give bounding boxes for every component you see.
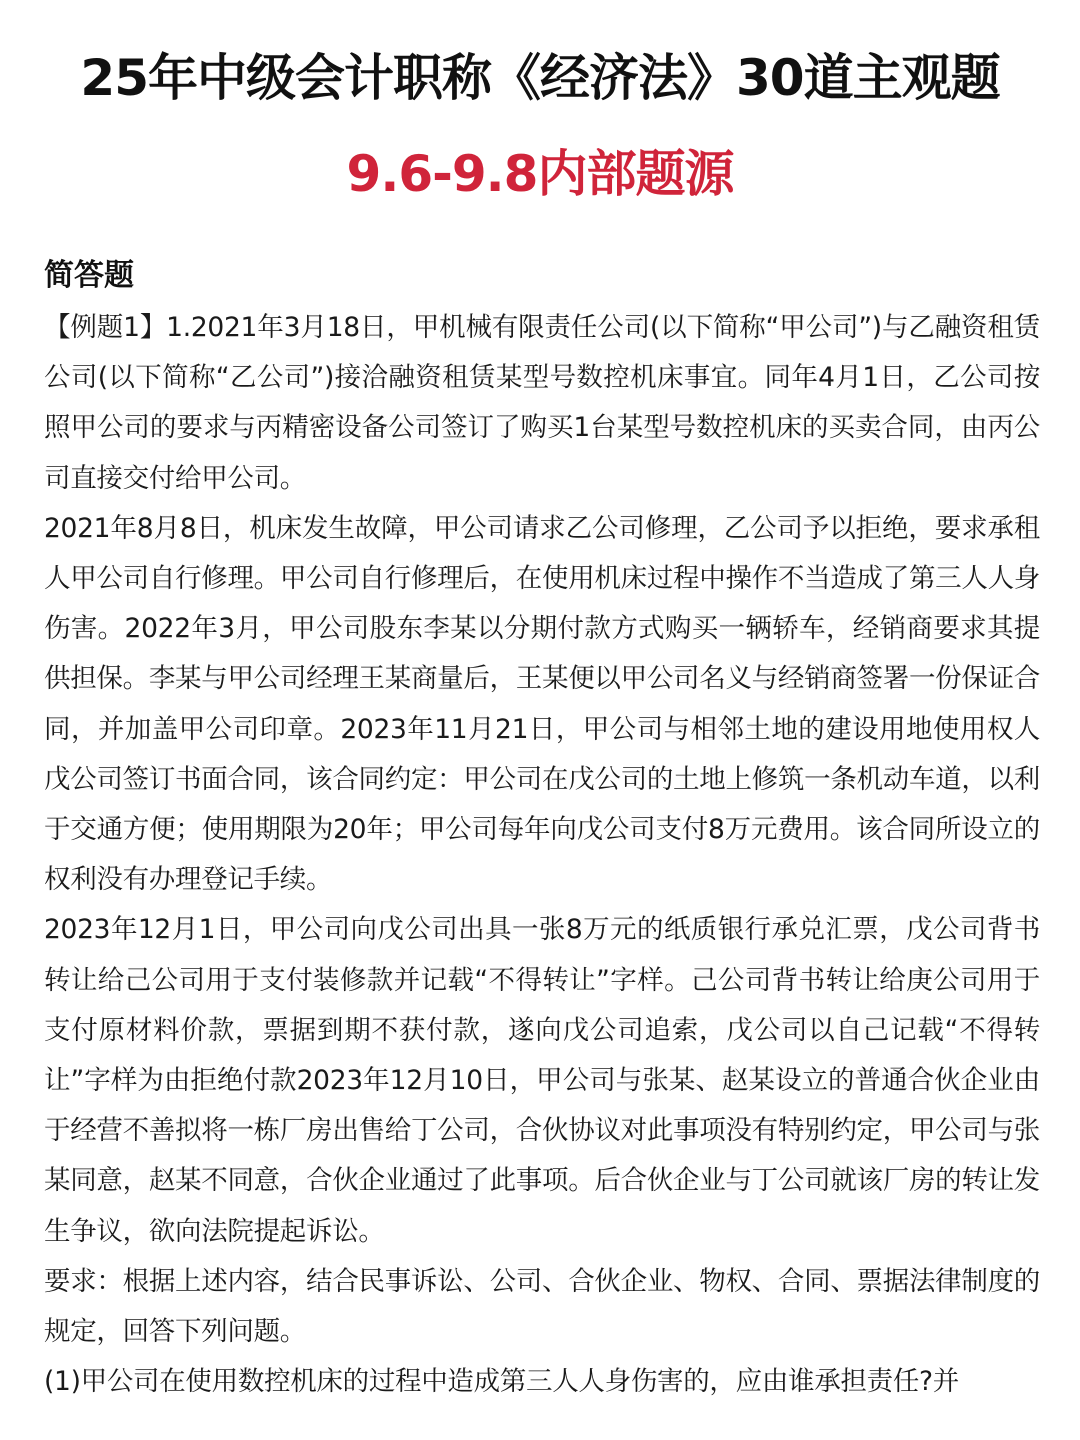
section-heading: 简答题 <box>44 258 134 293</box>
document-title: 25年中级会计职称《经济法》30道主观题 <box>80 49 1000 107</box>
paragraph-requirements: 要求：根据上述内容，结合民事诉讼、公司、合伙企业、物权、合同、票据法律制度的规定，回答下列问题。 <box>44 1265 1040 1348</box>
paragraph-question-1: (1)甲公司在使用数控机床的过程中造成第三人人身伤害的，应由谁承担责任?并 <box>44 1366 960 1398</box>
document-subtitle: 9.6-9.8内部题源 <box>346 145 734 203</box>
paragraph-facts-2021-2023: 2021年8月8日，机床发生故障，甲公司请求乙公司修理，乙公司予以拒绝，要求承租人甲公司自行修理。甲公司自行修理后，在使用机床过程中操作不当造成了第三人人身伤害。2022年3月，甲公司股东李某以分期付款方式购买一辆轿车，经销商要求其提供担保。李某与甲公司经理王某商量后，王某便以甲公司名义与经销商签署一份保证合同，并加盖甲公司印章。2023年11月21日，甲公司与相邻土地的建设用地使用权人戊公司签订书面合同，该合同约定：甲公司在戊公司的土地上修筑一条机动车道，以利于交通方便；使用期限为20年；甲公司每年向戊公司支付8万元费用。该合同所设立的权利没有办理登记手续。 <box>44 512 1040 896</box>
paragraph-example-intro: 【例题1】1.2021年3月18日，甲机械有限责任公司(以下简称“甲公司”)与乙融资租赁公司(以下简称“乙公司”)接洽融资租赁某型号数控机床事宜。同年4月1日，乙公司按照甲公司的要求与丙精密设备公司签订了购买1台某型号数控机床的买卖合同，由丙公司直接交付给甲公司。 <box>44 312 1040 494</box>
question-body <box>44 303 1040 1407</box>
paragraph-facts-bill-partnership: 2023年12月1日，甲公司向戊公司出具一张8万元的纸质银行承兑汇票，戊公司背书转让给己公司用于支付装修款并记载“不得转让”字样。己公司背书转让给庚公司用于支付原材料价款，票据到期不获付款，遂向戊公司追索，戊公司以自己记载“不得转让”字样为由拒绝付款2023年12月10日，甲公司与张某、赵某设立的普通合伙企业由于经营不善拟将一栋厂房出售给丁公司，合伙协议对此事项没有特别约定，甲公司与张某同意，赵某不同意，合伙企业通过了此事项。后合伙企业与丁公司就该厂房的转让发生争议，欲向法院提起诉讼。 <box>44 914 1040 1247</box>
